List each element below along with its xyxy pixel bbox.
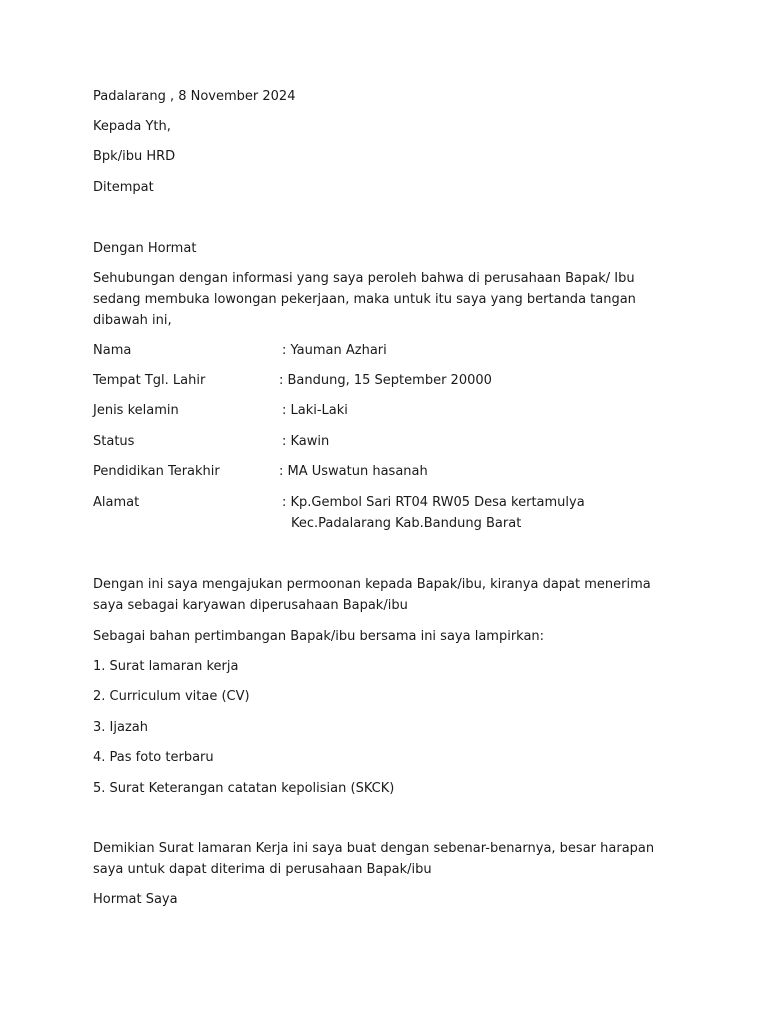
field-value-pendidikan: : MA Uswatun hasanah: [279, 464, 428, 479]
recipient-line-2: Bpk/ibu HRD: [93, 149, 176, 164]
place-date: Padalarang , 8 November 2024: [93, 89, 296, 104]
recipient-line-3: Ditempat: [93, 180, 154, 195]
field-value-alamat-line-2: Kec.Padalarang Kab.Bandung Barat: [291, 516, 522, 531]
field-label-ttl: Tempat Tgl. Lahir: [93, 373, 206, 388]
field-label-alamat: Alamat: [93, 495, 140, 510]
field-label-jenis-kelamin: Jenis kelamin: [93, 403, 179, 418]
attachment-item: 3. Ijazah: [93, 720, 148, 735]
intro-line: dibawah ini,: [93, 313, 172, 328]
intro-paragraph: [93, 268, 673, 331]
field-value-jenis-kelamin: : Laki-Laki: [282, 403, 348, 418]
field-value-nama: : Yauman Azhari: [282, 343, 387, 358]
recipient-line-1: Kepada Yth,: [93, 119, 171, 134]
signoff: Hormat Saya: [93, 892, 178, 907]
intro-line: sedang membuka lowongan pekerjaan, maka untuk itu saya yang bertanda tangan: [93, 292, 636, 307]
field-value-alamat: : Kp.Gembol Sari RT04 RW05 Desa kertamulya: [282, 495, 585, 510]
field-value-ttl: : Bandung, 15 September 20000: [279, 373, 492, 388]
closing-line: Demikian Surat lamaran Kerja ini saya buat dengan sebenar-benarnya, besar harapan: [93, 841, 655, 856]
request-line: saya sebagai karyawan diperusahaan Bapak/ibu: [93, 598, 408, 613]
attachments-intro: Sebagai bahan pertimbangan Bapak/ibu bersama ini saya lampirkan:: [93, 629, 545, 644]
request-paragraph: [93, 574, 673, 616]
field-label-nama: Nama: [93, 343, 132, 358]
attachment-item: 1. Surat lamaran kerja: [93, 659, 239, 674]
intro-line: Sehubungan dengan informasi yang saya peroleh bahwa di perusahaan Bapak/ Ibu: [93, 271, 635, 286]
greeting: Dengan Hormat: [93, 241, 197, 256]
request-line: Dengan ini saya mengajukan permoonan kepada Bapak/ibu, kiranya dapat menerima: [93, 577, 651, 592]
field-label-pendidikan: Pendidikan Terakhir: [93, 464, 220, 479]
attachment-item: 2. Curriculum vitae (CV): [93, 689, 250, 704]
field-value-status: : Kawin: [282, 434, 330, 449]
attachment-item: 4. Pas foto terbaru: [93, 750, 214, 765]
field-label-status: Status: [93, 434, 135, 449]
closing-line: saya untuk dapat diterima di perusahaan Bapak/ibu: [93, 862, 432, 877]
attachment-item: 5. Surat Keterangan catatan kepolisian (SKCK): [93, 781, 395, 796]
closing-paragraph: [93, 838, 673, 880]
